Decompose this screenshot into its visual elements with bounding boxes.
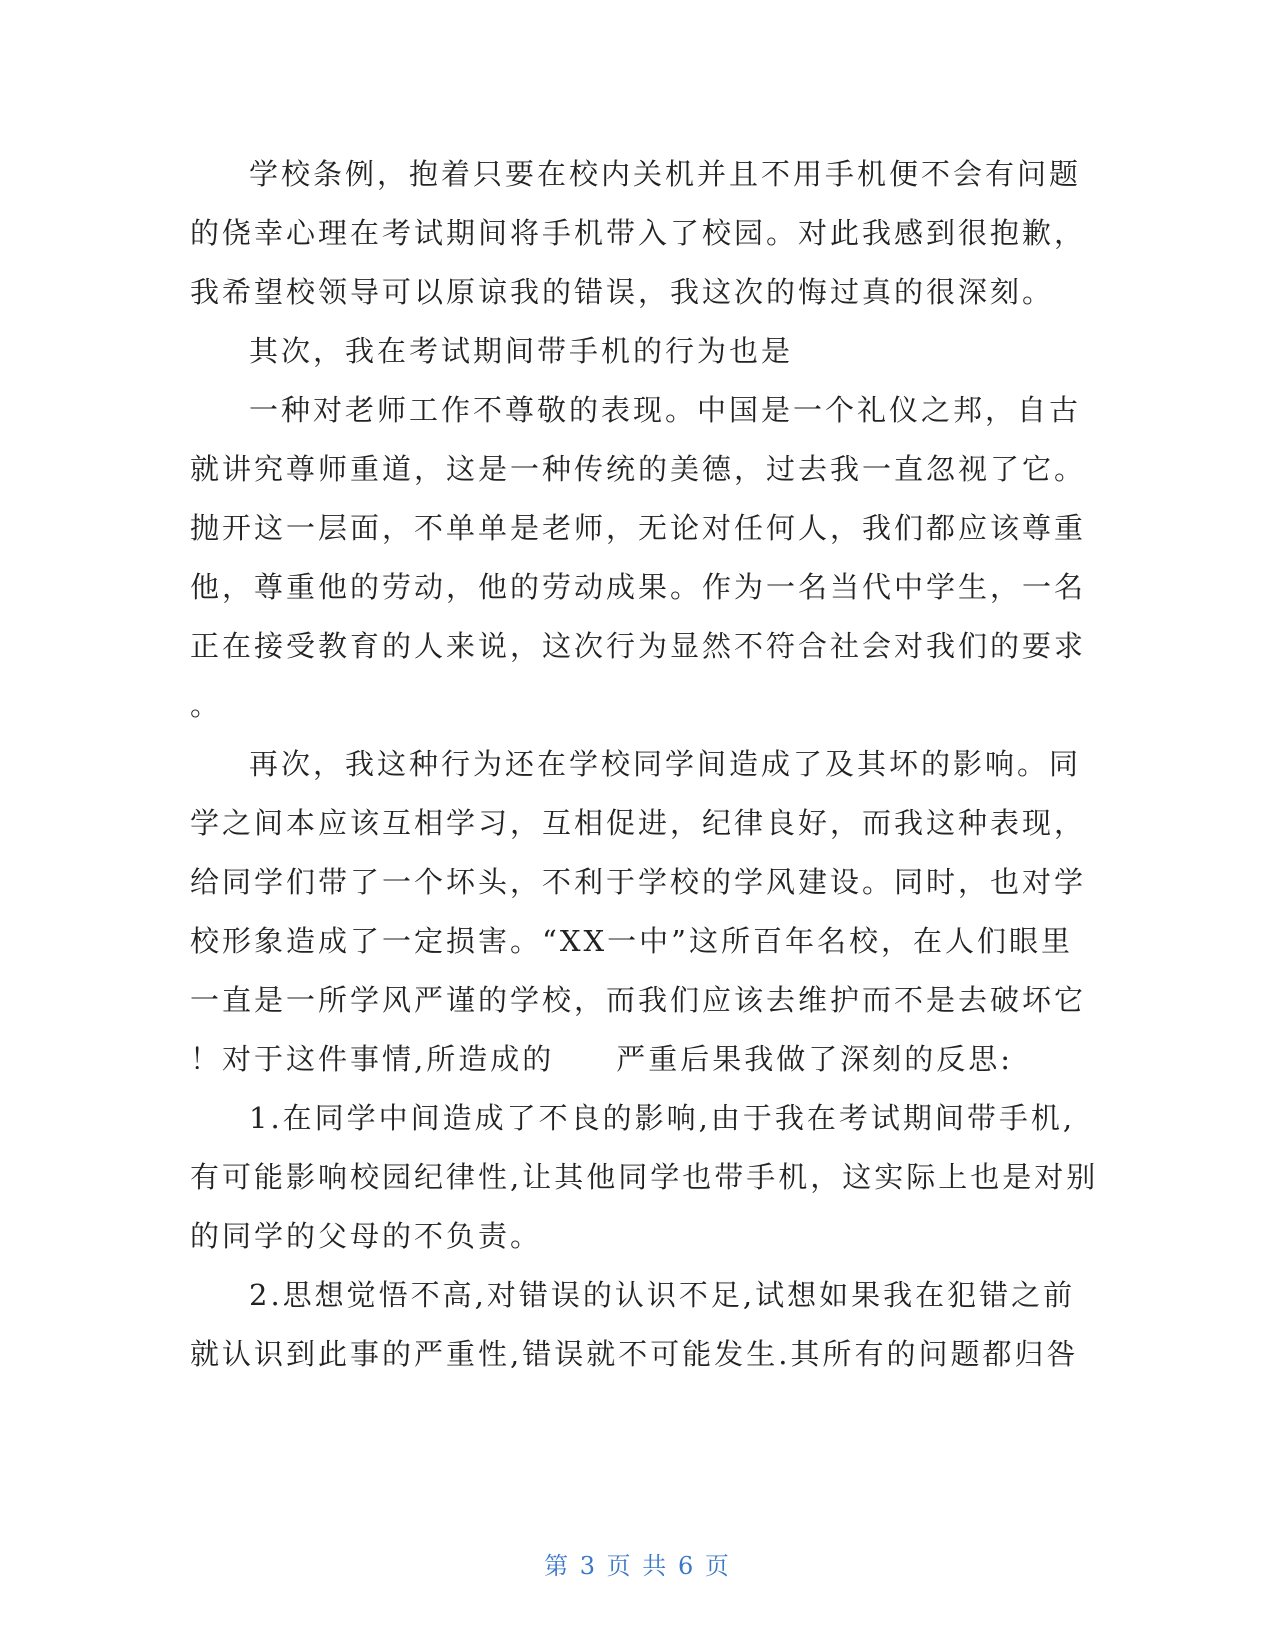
text-line: 我希望校领导可以原谅我的错误，我这次的悔过真的很深刻。 — [190, 275, 1055, 309]
text-line: 1.在同学中间造成了不良的影响,由于我在考试期间带手机, — [249, 1101, 1076, 1135]
text-line: 正在接受教育的人来说，这次行为显然不符合社会对我们的要求 — [190, 629, 1087, 663]
text-line: 他，尊重他的劳动，他的劳动成果。作为一名当代中学生，一名 — [190, 570, 1087, 604]
text-line: 。 — [190, 688, 223, 722]
page-number: 第 3 页 共 6 页 — [544, 1552, 731, 1580]
text-line: 2.思想觉悟不高,对错误的认识不足,试想如果我在犯错之前 — [249, 1278, 1076, 1312]
text-line: 校形象造成了一定损害。“XX一中”这所百年名校，在人们眼里 — [190, 924, 1073, 958]
text-line: 给同学们带了一个坏头，不利于学校的学风建设。同时，也对学 — [190, 865, 1087, 899]
text-line-split — [190, 1030, 1070, 1089]
text-segment: ！对于这件事情,所造成的 — [190, 1042, 555, 1076]
text-line: 一直是一所学风严谨的学校，而我们应该去维护而不是去破坏它 — [190, 983, 1087, 1017]
text-line: 的侥幸心理在考试期间将手机带入了校园。对此我感到很抱歉， — [190, 216, 1087, 250]
text-line: 学之间本应该互相学习，互相促进，纪律良好，而我这种表现， — [190, 806, 1087, 840]
text-line: 的同学的父母的不负责。 — [190, 1219, 543, 1253]
text-line: 抛开这一层面，不单单是老师，无论对任何人，我们都应该尊重 — [190, 511, 1087, 545]
text-line: 有可能影响校园纪律性,让其他同学也带手机，这实际上也是对别 — [190, 1160, 1099, 1194]
text-line: 再次，我这种行为还在学校同学间造成了及其坏的影响。同 — [249, 747, 1082, 781]
page-footer — [0, 1546, 1275, 1581]
body-text — [190, 145, 1099, 1384]
text-segment: 严重后果我做了深刻的反思: — [616, 1042, 1013, 1076]
text-line: 就讲究尊师重道，这是一种传统的美德，过去我一直忽视了它。 — [190, 452, 1087, 486]
text-line: 一种对老师工作不尊敬的表现。中国是一个礼仪之邦，自古 — [249, 393, 1082, 427]
text-line: 就认识到此事的严重性,错误就不可能发生.其所有的问题都归咎 — [190, 1337, 1079, 1371]
text-line: 其次，我在考试期间带手机的行为也是 — [249, 334, 794, 368]
text-line: 学校条例，抱着只要在校内关机并且不用手机便不会有问题 — [249, 157, 1082, 191]
